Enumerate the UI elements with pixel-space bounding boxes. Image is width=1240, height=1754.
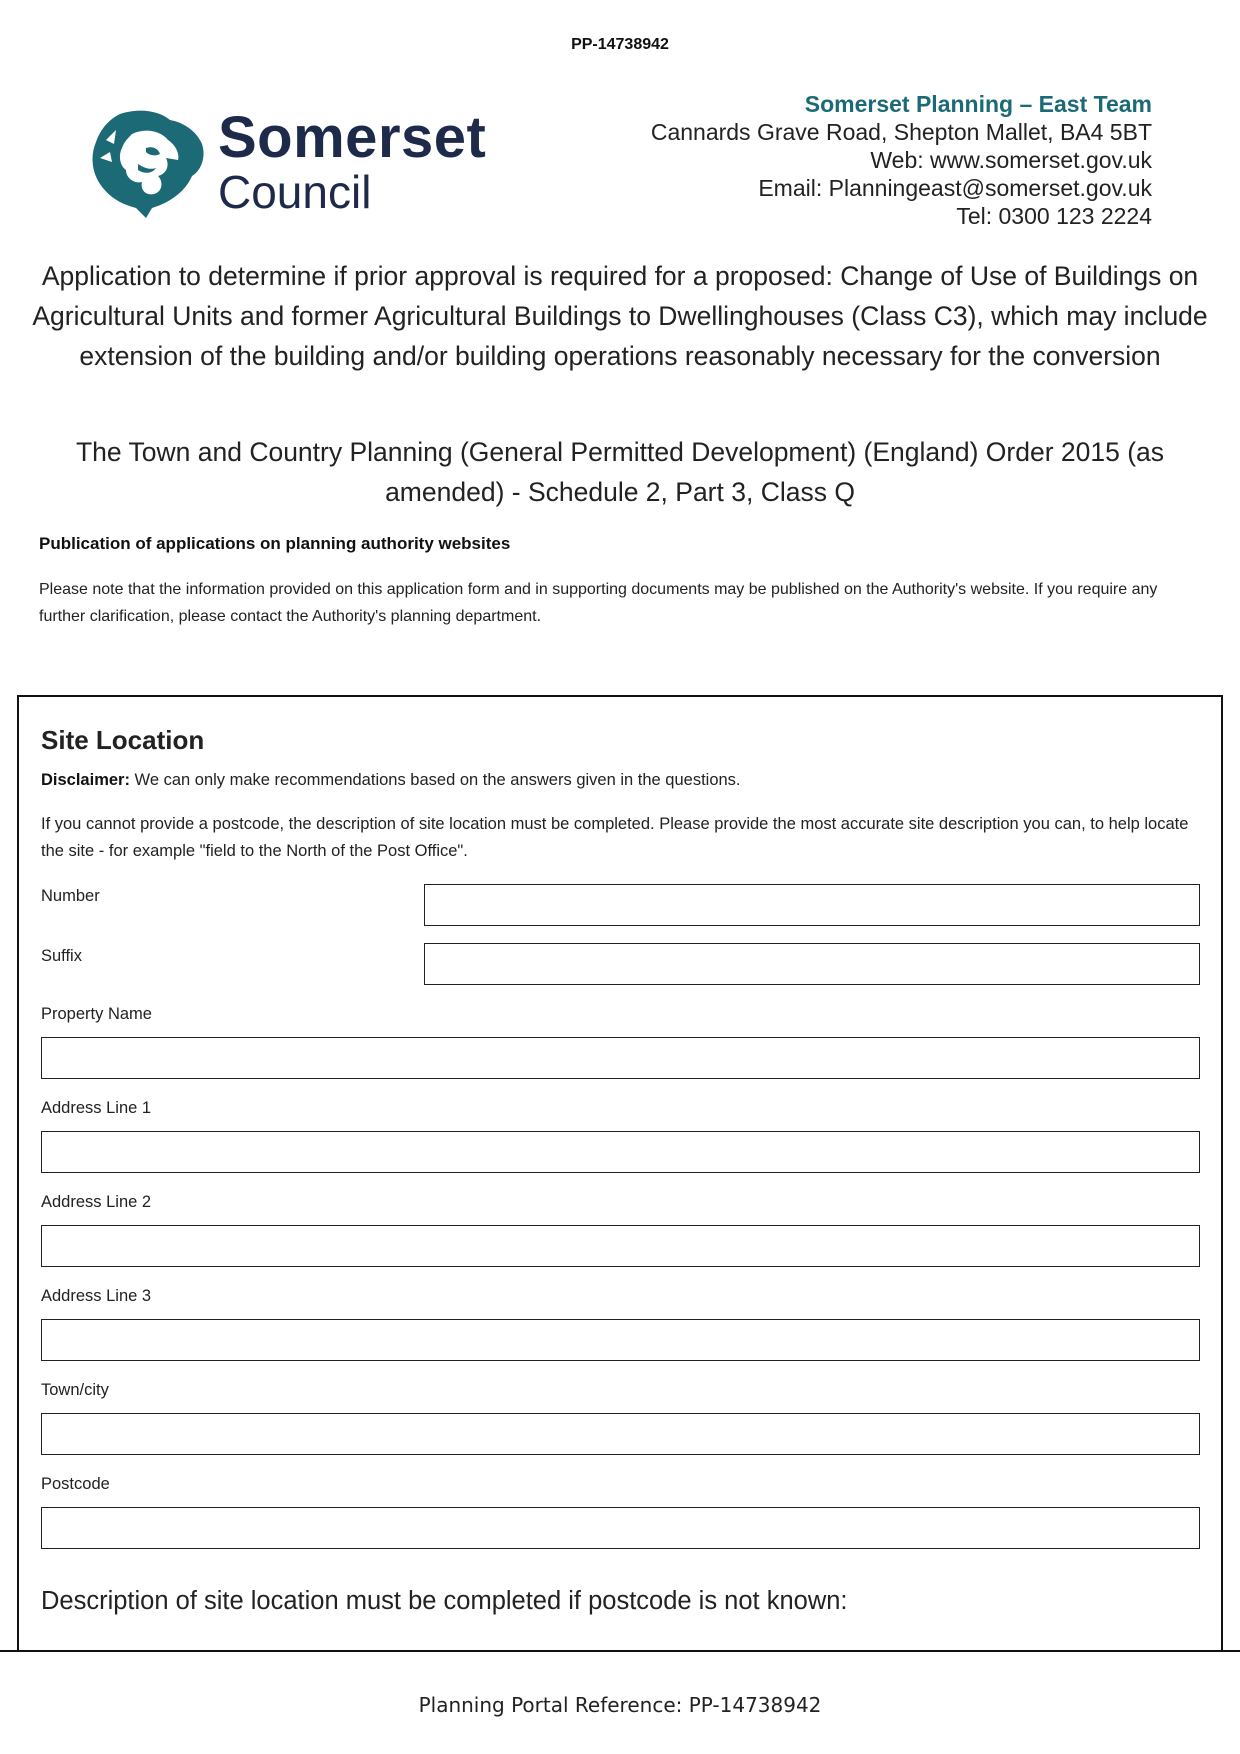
section-title: Site Location	[41, 725, 205, 755]
town-city-label: Town/city	[41, 1381, 109, 1399]
disclaimer	[41, 771, 741, 790]
postcode-label: Postcode	[41, 1475, 110, 1493]
number-field[interactable]	[424, 884, 1200, 926]
publication-text: Please note that the information provided on this application form and in supporting documents may be published on the Authority's website. If you require any further clarification, please contact the Authority's planning department.	[39, 581, 1158, 625]
publication-heading: Publication of applications on planning authority websites	[39, 534, 511, 553]
council-logo	[86, 104, 486, 220]
suffix-label: Suffix	[41, 947, 82, 965]
site-location-panel	[17, 695, 1223, 1650]
number-label: Number	[41, 887, 100, 905]
footer-divider	[0, 1650, 1240, 1652]
contact-email: Email: Planningeast@somerset.gov.uk	[758, 175, 1152, 201]
disclaimer-label: Disclaimer:	[41, 771, 130, 789]
dragon-icon	[86, 104, 210, 220]
contact-block	[651, 90, 1152, 230]
address-line-1-label: Address Line 1	[41, 1099, 152, 1117]
order-title: The Town and Country Planning (General Permitted Development) (England) Order 2015 (as amended) - Schedule 2, Part 3, Class Q	[75, 437, 1165, 507]
contact-address: Cannards Grave Road, Shepton Mallet, BA4 5BT	[650, 119, 1152, 145]
address-line-3-label: Address Line 3	[41, 1287, 152, 1305]
footer-reference: Planning Portal Reference: PP-14738942	[418, 1693, 822, 1717]
suffix-field[interactable]	[424, 943, 1200, 985]
postcode-note: If you cannot provide a postcode, the description of site location must be completed. Please provide the most accurate site description you can, to help locate the site - for example "field to the North of the Post Office".	[41, 815, 1189, 860]
address-line-3-field[interactable]	[41, 1319, 1200, 1361]
contact-tel: Tel: 0300 123 2224	[956, 203, 1152, 229]
description-heading: Description of site location must be completed if postcode is not known:	[41, 1587, 848, 1615]
disclaimer-text: We can only make recommendations based on the answers given in the questions.	[129, 771, 741, 789]
property-name-field[interactable]	[41, 1037, 1200, 1079]
address-line-1-field[interactable]	[41, 1131, 1200, 1173]
application-title: Application to determine if prior approval is required for a proposed: Change of Use of Buildings on Agricultural Units and former Agricultural Buildings to Dwellinghouses (Class C3), which may include extension of the building and/or building operations reasonably necessary for the conversion	[32, 261, 1208, 371]
address-line-2-label: Address Line 2	[41, 1193, 152, 1211]
property-name-label: Property Name	[41, 1005, 152, 1023]
contact-web: Web: www.somerset.gov.uk	[870, 147, 1152, 173]
postcode-field[interactable]	[41, 1507, 1200, 1549]
logo-word-council: Council	[218, 166, 372, 218]
address-line-2-field[interactable]	[41, 1225, 1200, 1267]
logo-word-somerset: Somerset	[218, 105, 487, 170]
town-city-field[interactable]	[41, 1413, 1200, 1455]
contact-team: Somerset Planning – East Team	[804, 91, 1152, 117]
top-reference: PP-14738942	[571, 36, 669, 53]
